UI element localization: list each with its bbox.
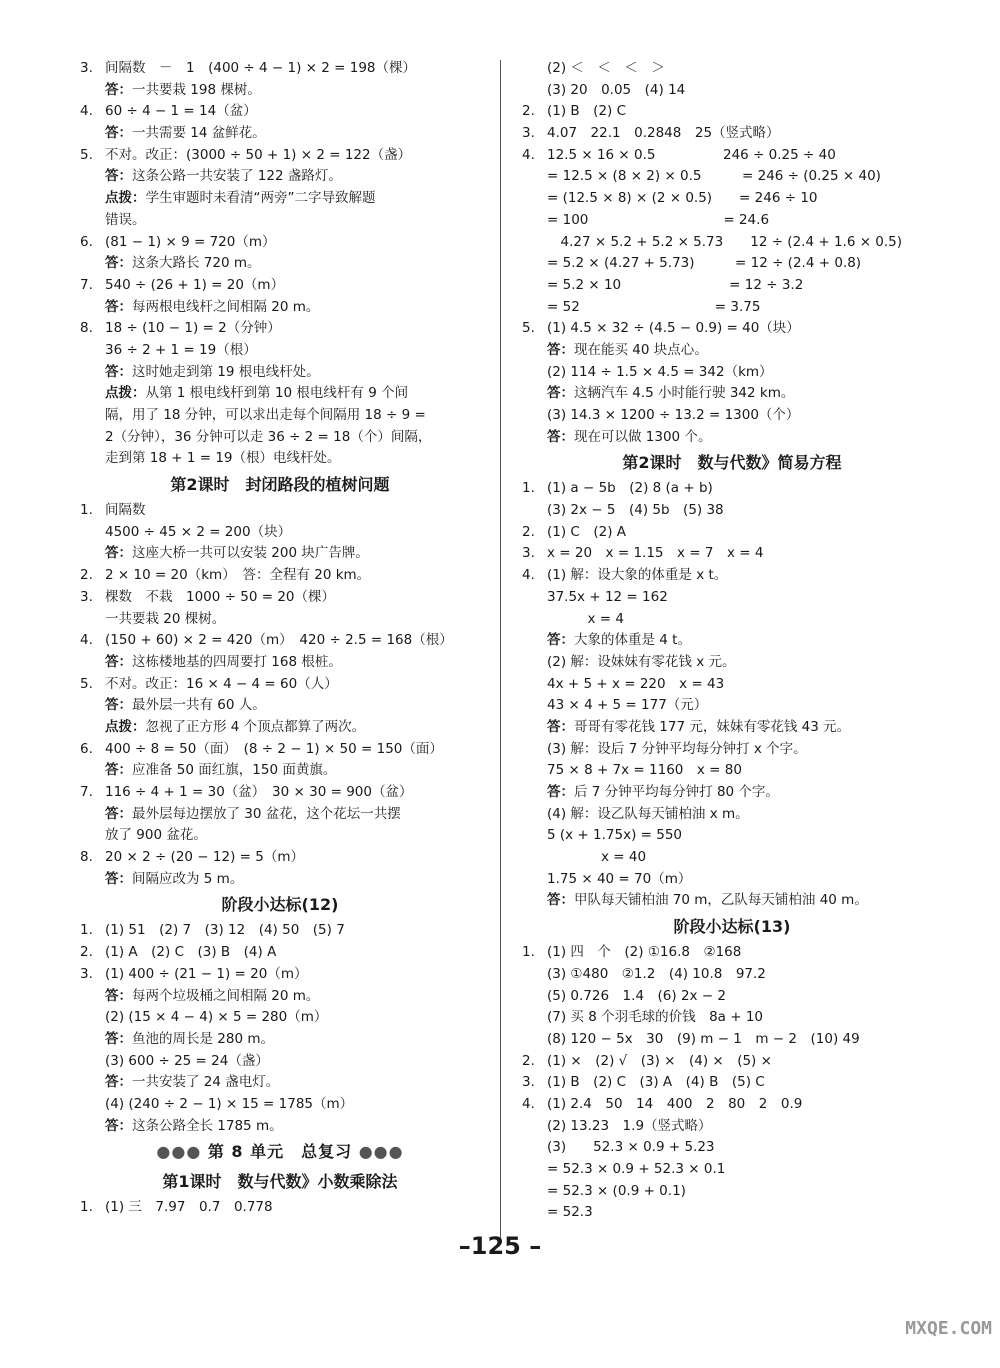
- answer-line: [80, 383, 480, 405]
- line-text: (8) 120 − 5x 30 (9) m − 1 m − 2 (10) 49: [547, 1030, 860, 1047]
- answer-line: [522, 630, 942, 652]
- line-text: (1) B (2) C (3) A (4) B (5) C: [547, 1074, 765, 1091]
- answer-line: [522, 986, 942, 1008]
- answer-label: 答：: [547, 892, 574, 909]
- question-number: 2.: [522, 1052, 535, 1069]
- line-text: 最外层一共有 60 人。: [132, 697, 266, 714]
- answer-label: 答：: [105, 870, 132, 887]
- answer-line: [80, 739, 480, 761]
- answer-line: [80, 145, 480, 167]
- answer-line: [80, 318, 480, 340]
- line-text: (1) a − 5b (2) 8 (a + b): [547, 480, 713, 497]
- answer-line: [522, 188, 942, 210]
- line-text: (3) 20 0.05 (4) 14: [547, 81, 686, 98]
- answer-line: [522, 869, 942, 891]
- answer-line: [80, 427, 480, 449]
- line-text: 2 × 10 = 20（km） 答：全程有 20 km。: [105, 567, 371, 584]
- line-text: 学生审题时未看清“两旁”二字导致解题: [145, 190, 376, 207]
- line-text: = 52.3 × (0.9 + 0.1): [547, 1182, 686, 1199]
- line-text: 1.75 × 40 = 70（m）: [547, 870, 692, 887]
- question-number: 6.: [80, 740, 93, 757]
- line-text: (1) 四 个 (2) ①16.8 ②168: [547, 944, 742, 961]
- section-heading: 第2课时 封闭路段的植树问题: [170, 475, 390, 495]
- answer-label: 答：: [105, 1117, 132, 1134]
- line-text: (2) ＜ ＜ ＜ ＞: [547, 60, 665, 76]
- line-text: (5) 0.726 1.4 (6) 2x − 2: [547, 987, 727, 1004]
- decor-dots-icon: ●●●: [156, 1142, 208, 1162]
- page-number: –125 –: [458, 1232, 542, 1260]
- line-text: x = 20 x = 1.15 x = 7 x = 4: [547, 545, 764, 562]
- answer-line: [80, 986, 480, 1008]
- line-text: (2) 13.23 1.9（竖式略）: [547, 1117, 712, 1134]
- answer-line: [80, 964, 480, 986]
- answer-line: [80, 297, 480, 319]
- answer-line: [80, 188, 480, 210]
- line-text: x = 4: [547, 610, 624, 627]
- line-text: 4x + 5 + x = 220 x = 43: [547, 675, 725, 692]
- line-text: (1) B (2) C: [547, 103, 627, 120]
- answer-line: [80, 760, 480, 782]
- line-text: 每两个垃圾桶之间相隔 20 m。: [132, 987, 320, 1004]
- line-text: 5 (x + 1.75x) = 550: [547, 827, 683, 844]
- line-text: (3) ①480 ②1.2 (4) 10.8 97.2: [547, 965, 766, 982]
- line-text: 间隔数: [105, 502, 146, 519]
- line-text: 75 × 8 + 7x = 1160 x = 80: [547, 762, 742, 779]
- line-text: (7) 买 8 个羽毛球的价钱 8a + 10: [547, 1009, 764, 1026]
- answer-label: 答：: [547, 428, 574, 445]
- question-number: 5.: [80, 675, 93, 692]
- line-text: 43 × 4 + 5 = 177（元）: [547, 697, 708, 714]
- answer-line: [80, 362, 480, 384]
- line-text: 20 × 2 ÷ (20 − 12) = 5（m）: [105, 849, 304, 866]
- answer-line: [522, 210, 942, 232]
- question-number: 3.: [522, 545, 535, 562]
- answer-line: [80, 652, 480, 674]
- answer-line: [80, 630, 480, 652]
- answer-line: [522, 405, 942, 427]
- line-text: (3) 600 ÷ 25 = 24（盏）: [105, 1052, 269, 1069]
- answer-line: [80, 695, 480, 717]
- answer-line: [522, 1202, 942, 1224]
- answer-label: 答：: [105, 168, 132, 185]
- line-text: 放了 900 盆花。: [105, 827, 207, 844]
- line-text: = 52.3 × 0.9 + 52.3 × 0.1: [547, 1161, 726, 1177]
- line-text: 大象的体重是 4 t。: [574, 632, 691, 649]
- line-text: = 100 = 24.6: [547, 211, 770, 228]
- line-text: x = 40: [547, 849, 647, 866]
- answer-label: 答：: [105, 1030, 132, 1047]
- answer-line: [80, 123, 480, 145]
- answer-line: [80, 587, 480, 609]
- answer-line: [522, 804, 942, 826]
- line-text: 一共要栽 20 棵树。: [105, 610, 226, 627]
- line-text: 116 ÷ 4 + 1 = 30（盆） 30 × 30 = 900（盆）: [105, 784, 413, 800]
- line-text: (1) 2.4 50 14 400 2 80 2 0.9: [547, 1095, 803, 1112]
- line-text: 一共需要 14 盆鲜花。: [132, 125, 266, 142]
- question-number: 3.: [80, 60, 93, 76]
- unit-title: 第 8 单元 总复习: [207, 1142, 353, 1162]
- line-text: 4500 ÷ 45 × 2 = 200（块）: [105, 523, 292, 540]
- line-text: 这栋楼地基的四周要打 168 根桩。: [132, 653, 342, 670]
- line-text: (2) (15 × 4 − 4) × 5 = 280（m）: [105, 1009, 328, 1026]
- answer-line: [522, 478, 942, 500]
- answer-label: 答：: [105, 762, 132, 779]
- line-text: 忽视了正方形 4 个顶点都算了两次。: [145, 718, 366, 735]
- answer-line: [522, 297, 942, 319]
- answer-line: [80, 565, 480, 587]
- answer-label: 答：: [105, 545, 132, 562]
- column-divider: [500, 60, 501, 1240]
- answer-line: [80, 869, 480, 891]
- answer-label: 答：: [105, 1074, 132, 1091]
- line-text: 60 ÷ 4 − 1 = 14（盆）: [105, 103, 257, 120]
- answer-line: [522, 587, 942, 609]
- answer-label: 答：: [105, 125, 132, 142]
- answer-line: [522, 847, 942, 869]
- question-number: 7.: [80, 276, 93, 293]
- line-text: = 12.5 × (8 × 2) × 0.5 = 246 ÷ (0.25 × 40): [547, 168, 881, 185]
- line-text: 从第 1 根电线杆到第 10 根电线杆有 9 个间: [145, 385, 409, 402]
- line-text: = (12.5 × 8) × (2 × 0.5) = 246 ÷ 10: [547, 190, 818, 207]
- question-number: 4.: [80, 103, 93, 120]
- line-text: (3) 14.3 × 1200 ÷ 13.2 = 1300（个）: [547, 407, 800, 423]
- question-number: 1.: [522, 480, 535, 497]
- answer-label: 答：: [547, 341, 574, 358]
- question-number: 4.: [522, 146, 535, 163]
- answer-line: [80, 1197, 480, 1219]
- line-text: 12.5 × 16 × 0.5 246 ÷ 0.25 ÷ 40: [547, 146, 836, 163]
- answer-line: [80, 1116, 480, 1138]
- line-text: 4.27 × 5.2 + 5.2 × 5.73 12 ÷ (2.4 + 1.6 × 0.5): [547, 233, 903, 250]
- line-text: (1) × (2) √ (3) × (4) × (5) ×: [547, 1052, 772, 1069]
- answer-line: [522, 58, 942, 80]
- line-text: 现在可以做 1300 个。: [574, 428, 712, 445]
- unit-heading: [80, 1137, 480, 1167]
- question-number: 7.: [80, 784, 93, 800]
- answer-line: [522, 383, 942, 405]
- question-number: 5.: [522, 320, 535, 337]
- line-text: 后 7 分钟平均每分钟打 80 个字。: [574, 784, 779, 800]
- answer-line: [80, 166, 480, 188]
- answer-line: [522, 123, 942, 145]
- answer-line: [80, 804, 480, 826]
- line-text: 鱼池的周长是 280 m。: [132, 1030, 275, 1047]
- section-heading: 阶段小达标(13): [673, 917, 791, 937]
- answer-line: [522, 522, 942, 544]
- section-heading: 第1课时 数与代数》小数乘除法: [162, 1172, 398, 1192]
- answer-line: [80, 942, 480, 964]
- answer-line: [80, 782, 480, 804]
- answer-line: [522, 101, 942, 123]
- line-text: 不对。改正：16 × 4 − 4 = 60（人）: [105, 675, 338, 692]
- line-text: (3) 2x − 5 (4) 5b (5) 38: [547, 502, 724, 519]
- question-number: 4.: [522, 1095, 535, 1112]
- question-number: 1.: [80, 502, 93, 519]
- answer-line: [522, 942, 942, 964]
- line-text: 4.07 22.1 0.2848 25（竖式略）: [547, 125, 780, 142]
- answer-line: [522, 1029, 942, 1051]
- question-number: 8.: [80, 320, 93, 337]
- line-text: (4) 解：设乙队每天铺柏油 x m。: [547, 805, 749, 822]
- line-text: 这条公路一共安装了 122 盏路灯。: [132, 168, 342, 185]
- answer-label: 答：: [105, 987, 132, 1004]
- answer-line: [80, 717, 480, 739]
- decor-dots-icon: ●●●: [352, 1142, 404, 1162]
- answer-line: [80, 448, 480, 470]
- watermark-text: MXQE.COM: [905, 1318, 992, 1339]
- line-text: 应准备 50 面红旗，150 面黄旗。: [132, 762, 337, 779]
- answer-line: [80, 609, 480, 631]
- question-number: 5.: [80, 146, 93, 163]
- answer-line: [522, 695, 942, 717]
- line-text: 错误。: [105, 211, 146, 228]
- answer-line: [522, 275, 942, 297]
- line-text: 不对。改正：(3000 ÷ 50 + 1) × 2 = 122（盏）: [105, 146, 412, 163]
- question-number: 1.: [522, 944, 535, 961]
- answer-label: 答：: [547, 718, 574, 735]
- question-number: 2.: [80, 567, 93, 584]
- answer-line: [522, 674, 942, 696]
- question-number: 2.: [522, 103, 535, 120]
- answer-line: [522, 340, 942, 362]
- answer-line: [80, 847, 480, 869]
- line-text: (4) (240 ÷ 2 − 1) × 15 = 1785（m）: [105, 1095, 354, 1112]
- answer-line: [80, 500, 480, 522]
- answer-line: [522, 232, 942, 254]
- line-text: (1) 解：设大象的体重是 x t。: [547, 567, 728, 584]
- question-number: 1.: [80, 1199, 93, 1216]
- line-text: 走到第 18 + 1 = 19（根）电线杆处。: [105, 450, 341, 467]
- line-text: (150 + 60) × 2 = 420（m） 420 ÷ 2.5 = 168（根）: [105, 632, 453, 649]
- line-text: (2) 114 ÷ 1.5 × 4.5 = 342（km）: [547, 363, 773, 380]
- answer-label: 答：: [547, 784, 574, 800]
- answer-line: [80, 1029, 480, 1051]
- answer-label: 点拨：: [105, 385, 146, 402]
- question-number: 3.: [522, 125, 535, 142]
- answer-line: [522, 500, 942, 522]
- answer-line: [522, 652, 942, 674]
- line-text: = 52 = 3.75: [547, 298, 761, 315]
- answer-line: [522, 1159, 942, 1181]
- answer-line: [522, 890, 942, 912]
- question-number: 8.: [80, 849, 93, 866]
- answer-line: [522, 825, 942, 847]
- answer-line: [80, 101, 480, 123]
- line-text: 这条大路长 720 m。: [132, 255, 261, 272]
- answer-line: [80, 825, 480, 847]
- line-text: (1) 三 7.97 0.7̇ 0.778: [105, 1199, 273, 1216]
- question-number: 3.: [522, 1074, 535, 1091]
- answer-label: 点拨：: [105, 718, 146, 735]
- answer-label: 答：: [105, 298, 132, 315]
- answer-line: [522, 964, 942, 986]
- answer-line: [522, 1072, 942, 1094]
- answer-line: [522, 609, 942, 631]
- answer-line: [522, 1181, 942, 1203]
- question-number: 3.: [80, 588, 93, 605]
- line-text: 间隔数 － 1 (400 ÷ 4 − 1) × 2 = 198（棵）: [105, 60, 417, 76]
- answer-line: [522, 1116, 942, 1138]
- answer-line: [80, 1072, 480, 1094]
- answer-line: [80, 210, 480, 232]
- question-number: 1.: [80, 922, 93, 939]
- answer-line: [80, 232, 480, 254]
- line-text: 这辆汽车 4.5 小时能行驶 342 km。: [574, 385, 795, 402]
- answer-line: [522, 717, 942, 739]
- line-text: (81 − 1) × 9 = 720（m）: [105, 233, 276, 250]
- line-text: 甲队每天铺柏油 70 m，乙队每天铺柏油 40 m。: [574, 892, 868, 909]
- line-text: 棵数 不栽 1000 ÷ 50 = 20（棵）: [105, 588, 336, 605]
- answer-line: [80, 405, 480, 427]
- line-text: = 52.3: [547, 1204, 593, 1221]
- answer-line: [80, 920, 480, 942]
- answer-line: [522, 760, 942, 782]
- line-text: 400 ÷ 8 = 50（面） (8 ÷ 2 − 1) × 50 = 150（面）: [105, 740, 443, 757]
- answer-label: 答：: [547, 385, 574, 402]
- line-text: (1) A (2) C (3) B (4) A: [105, 944, 277, 961]
- answer-line: [80, 58, 480, 80]
- line-text: 这条公路全长 1785 m。: [132, 1117, 283, 1134]
- answer-line: [80, 674, 480, 696]
- line-text: = 5.2 × (4.27 + 5.73) = 12 ÷ (2.4 + 0.8): [547, 255, 862, 272]
- question-number: 6.: [80, 233, 93, 250]
- answer-label: 答：: [105, 363, 132, 380]
- line-text: = 5.2 × 10 = 12 ÷ 3.2: [547, 276, 804, 293]
- line-text: 37.5x + 12 = 162: [547, 588, 668, 605]
- line-text: 隔，用了 18 分钟，可以求出走每个间隔用 18 ÷ 9 =: [105, 407, 426, 423]
- line-text: 18 ÷ (10 − 1) = 2（分钟）: [105, 320, 281, 337]
- line-text: 540 ÷ (26 + 1) = 20（m）: [105, 276, 285, 293]
- line-text: (3) 解：设后 7 分钟平均每分钟打 x 个字。: [547, 740, 807, 757]
- answer-line: [522, 427, 942, 449]
- answer-line: [522, 739, 942, 761]
- answer-line: [80, 522, 480, 544]
- question-number: 4.: [522, 567, 535, 584]
- answer-line: [522, 543, 942, 565]
- line-text: 2（分钟），36 分钟可以走 36 ÷ 2 = 18（个）间隔，: [105, 428, 432, 445]
- line-text: 每两根电线杆之间相隔 20 m。: [132, 298, 320, 315]
- question-number: 4.: [80, 632, 93, 649]
- line-text: 最外层每边摆放了 30 盆花，这个花坛一共摆: [132, 805, 401, 822]
- line-text: (2) 解：设妹妹有零花钱 x 元。: [547, 653, 736, 670]
- answer-line: [522, 1137, 942, 1159]
- answer-line: [522, 1094, 942, 1116]
- answer-line: [522, 166, 942, 188]
- answer-line: [522, 1051, 942, 1073]
- line-text: (3) 52.3 × 0.9 + 5.23: [547, 1139, 715, 1156]
- line-text: (1) C (2) A: [547, 523, 626, 540]
- section-heading: 第2课时 数与代数》简易方程: [622, 453, 842, 473]
- answer-line: [522, 1007, 942, 1029]
- answer-line: [80, 1094, 480, 1116]
- right-column: [522, 58, 942, 1224]
- answer-line: [80, 1007, 480, 1029]
- answer-line: [80, 1051, 480, 1073]
- question-number: 2.: [80, 944, 93, 961]
- left-column: [80, 58, 480, 1219]
- line-text: (1) 51 (2) 7 (3) 12 (4) 50 (5) 7: [105, 922, 345, 939]
- answer-line: [522, 80, 942, 102]
- line-text: 这时她走到第 19 根电线杆处。: [132, 363, 320, 380]
- answer-label: 答：: [105, 255, 132, 272]
- answer-line: [80, 80, 480, 102]
- answer-label: 答：: [547, 632, 574, 649]
- line-text: (1) 400 ÷ (21 − 1) = 20（m）: [105, 965, 308, 982]
- line-text: 一共安装了 24 盏电灯。: [132, 1074, 280, 1091]
- answer-label: 答：: [105, 81, 132, 98]
- answer-line: [80, 253, 480, 275]
- line-text: 36 ÷ 2 + 1 = 19（根）: [105, 341, 257, 358]
- question-number: 2.: [522, 523, 535, 540]
- answer-line: [80, 340, 480, 362]
- line-text: 哥哥有零花钱 177 元，妹妹有零花钱 43 元。: [574, 718, 851, 735]
- answer-line: [522, 565, 942, 587]
- answer-line: [522, 318, 942, 340]
- answer-line: [80, 275, 480, 297]
- answer-label: 答：: [105, 805, 132, 822]
- answer-label: 答：: [105, 653, 132, 670]
- question-number: 3.: [80, 965, 93, 982]
- answer-line: [522, 253, 942, 275]
- answer-line: [522, 145, 942, 167]
- line-text: (1) 4.5 × 32 ÷ (4.5 − 0.9) = 40（块）: [547, 320, 800, 337]
- section-heading: 阶段小达标(12): [221, 895, 339, 915]
- line-text: 一共要栽 198 棵树。: [132, 81, 261, 98]
- line-text: 这座大桥一共可以安装 200 块广告牌。: [132, 545, 369, 562]
- answer-line: [522, 362, 942, 384]
- line-text: 间隔应改为 5 m。: [132, 870, 244, 887]
- answer-label: 点拨：: [105, 190, 146, 207]
- answer-line: [80, 543, 480, 565]
- line-text: 现在能买 40 块点心。: [574, 341, 708, 358]
- answer-line: [522, 782, 942, 804]
- answer-label: 答：: [105, 697, 132, 714]
